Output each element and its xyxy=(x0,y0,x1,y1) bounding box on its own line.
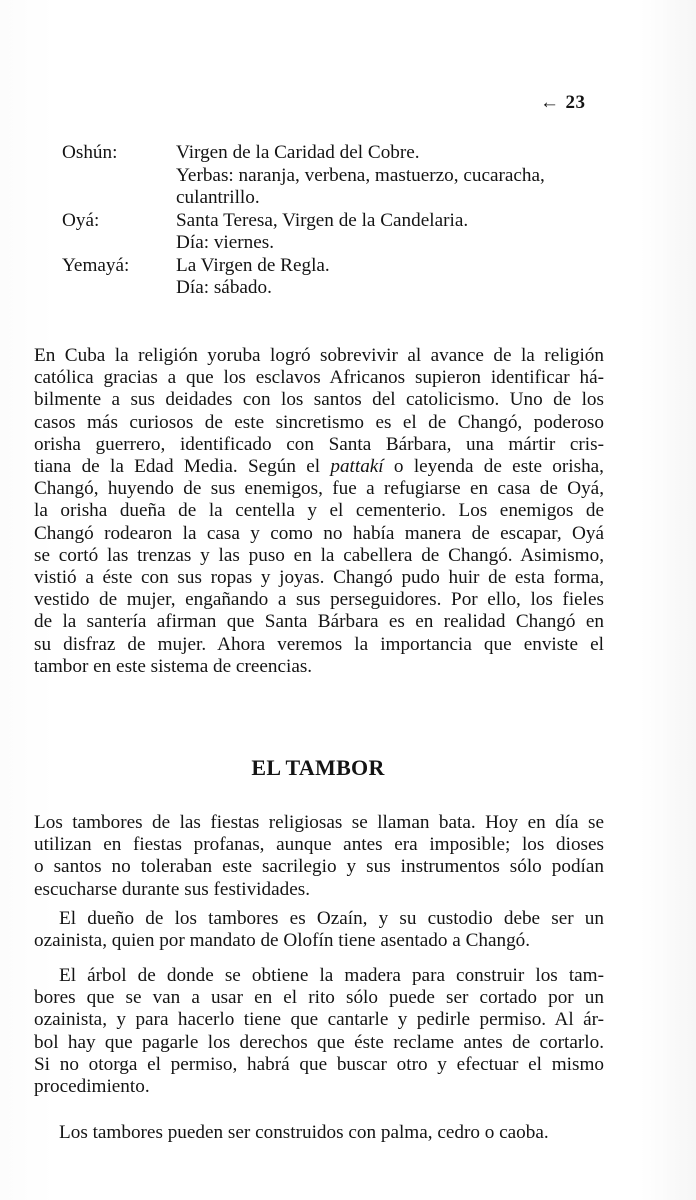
text-line: procedimiento. xyxy=(34,1076,150,1098)
definition-line: Virgen de la Caridad del Cobre. xyxy=(176,142,420,163)
definition-body xyxy=(176,255,622,300)
orisha-definitions xyxy=(62,142,622,300)
definition-term: Oyá: xyxy=(62,209,100,231)
text-line: vestido de mujer, engañando a sus perseguidores. Por ello, los fieles xyxy=(34,589,604,611)
definition-line: Yerbas: naranja, verbena, mastuerzo, cucaracha, xyxy=(176,164,545,186)
definition-line: Día: sábado. xyxy=(176,277,272,298)
text-line: se cortó las trenzas y las puso en la cabellera de Changó. Asimismo, xyxy=(34,544,604,566)
page-number xyxy=(540,92,586,114)
text-line: bilmente a sus deidades con los santos del catolicismo. Uno de los xyxy=(34,389,604,411)
definition-term: Oshún: xyxy=(62,142,118,163)
italic-term: pattakí xyxy=(330,456,384,478)
text-line: o santos no toleraban este sacrilegio y sus instrumentos sólo podían xyxy=(34,856,604,878)
definition-line: La Virgen de Regla. xyxy=(176,254,330,276)
text-line: escucharse durante sus festividades. xyxy=(34,878,310,900)
text-line: su disfraz de mujer. Ahora veremos la importancia que enviste el xyxy=(34,633,604,655)
text-line: bol hay que pagarle los derechos que éste reclame antes de cortarlo. xyxy=(34,1031,604,1053)
text-line: Changó rodearon la casa y como no había manera de escapar, Oyá xyxy=(34,522,604,544)
paragraph-tree xyxy=(34,965,604,1098)
definition-oshun xyxy=(62,142,622,210)
text-segment: tiana de la Edad Media. Según el xyxy=(34,456,331,478)
text-line: de la santería afirman que Santa Bárbara es en realidad Changó en xyxy=(34,611,604,633)
text-line: orisha guerrero, identificado con Santa Bárbara, una mártir cris- xyxy=(34,433,604,455)
page-number-value: 23 xyxy=(565,92,586,113)
text-line: católica gracias a que los esclavos Africanos supieron identificar há- xyxy=(34,367,604,389)
text-line: Los tambores pueden ser construidos con palma, cedro o caoba. xyxy=(59,1122,549,1143)
paragraph-ozain xyxy=(34,908,604,952)
section-heading: EL TAMBOR xyxy=(251,755,385,780)
paragraph-bata xyxy=(34,812,604,901)
definition-yemaya xyxy=(62,255,622,300)
text-line: utilizan en fiestas profanas, aunque antes era imposible; los dioses xyxy=(34,834,604,856)
definition-body xyxy=(176,142,622,210)
text-line xyxy=(34,456,604,478)
text-line: casos más curiosos de este sincretismo es el de Changó, poderoso xyxy=(34,411,604,433)
text-line: ozainista, y para hacerlo tiene que cantarle y pedirle permiso. Al ár- xyxy=(34,1009,604,1031)
text-line: El dueño de los tambores es Ozaín, y su custodio debe ser un xyxy=(59,908,604,929)
definition-term: Yemayá: xyxy=(62,254,130,276)
text-line: Changó, huyendo de sus enemigos, fue a refugiarse en casa de Oyá, xyxy=(34,478,604,500)
definition-body xyxy=(176,210,622,255)
text-line: vistió a éste con sus ropas y joyas. Changó pudo huir de esta forma, xyxy=(34,567,604,589)
text-line: Si no otorga el permiso, habrá que buscar otro y efectuar el mismo xyxy=(34,1053,604,1075)
arrow-left-icon: ← xyxy=(540,92,560,113)
definition-oya xyxy=(62,210,622,255)
text-line: En Cuba la religión yoruba logró sobrevivir al avance de la religión xyxy=(34,345,604,366)
text-line: ozainista, quien por mandato de Olofín tiene asentado a Changó. xyxy=(34,930,531,952)
definition-line: culantrillo. xyxy=(176,187,260,208)
definition-line: Día: viernes. xyxy=(176,232,275,253)
paragraph-syncretism xyxy=(34,345,604,678)
text-line: la orisha dueña de la centella y el cementerio. Los enemigos de xyxy=(34,500,604,522)
text-line: bores que se van a usar en el rito sólo puede ser cortado por un xyxy=(34,987,604,1009)
paragraph-materials xyxy=(34,1122,604,1144)
text-segment: o leyenda de este orisha, xyxy=(383,456,604,478)
text-line: Los tambores de las fiestas religiosas se llaman bata. Hoy en día se xyxy=(34,812,604,833)
text-line: tambor en este sistema de creencias. xyxy=(34,655,313,677)
definition-line: Santa Teresa, Virgen de la Candelaria. xyxy=(176,209,469,231)
text-line: El árbol de donde se obtiene la madera para construir los tam- xyxy=(59,965,604,986)
